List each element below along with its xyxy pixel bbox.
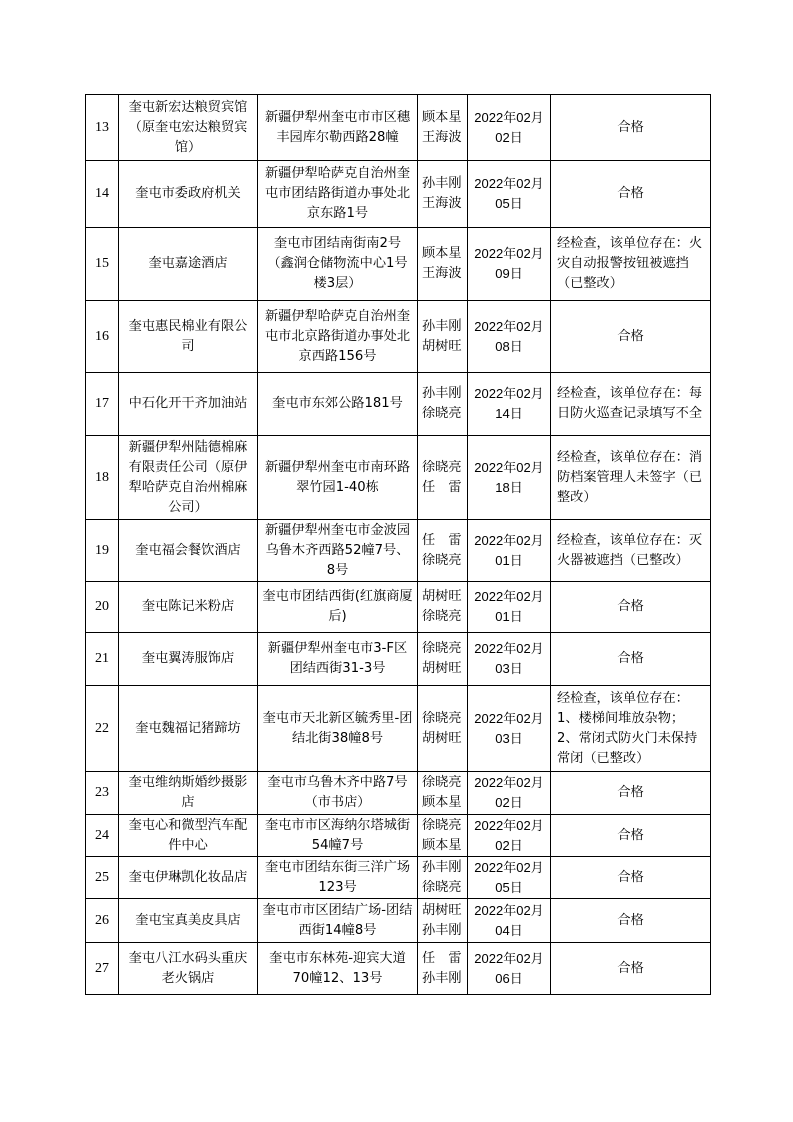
unit-address: 奎屯市东林苑-迎宾大道70幢12、13号 [258, 943, 418, 995]
inspector-name: 徐晓亮 [422, 879, 462, 895]
unit-name: 奎屯伊琳凯化妆品店 [119, 857, 258, 899]
inspector-name: 王海波 [422, 129, 462, 145]
table-row [86, 373, 711, 436]
inspectors [418, 161, 468, 228]
inspector-name: 孙丰刚 [422, 318, 462, 334]
table-row [86, 582, 711, 633]
inspector-name: 孙丰刚 [422, 922, 462, 938]
row-number: 26 [86, 899, 119, 943]
inspection-date: 2022年02月09日 [468, 228, 551, 301]
inspector-name: 徐晓亮 [422, 609, 462, 624]
inspection-result: 合格 [551, 161, 711, 228]
unit-address: 新疆伊犁哈萨克自治州奎屯市北京路街道办事处北京西路156号 [258, 301, 418, 373]
inspectors [418, 520, 468, 582]
inspector-name: 孙丰刚 [422, 176, 462, 191]
inspection-date: 2022年02月02日 [468, 815, 551, 857]
row-number: 14 [86, 161, 119, 228]
inspector-name: 胡树旺 [422, 661, 462, 676]
row-number: 18 [86, 436, 119, 520]
inspection-date: 2022年02月05日 [468, 161, 551, 228]
inspection-date: 2022年02月03日 [468, 686, 551, 772]
inspector-name: 徐晓亮 [422, 459, 462, 475]
inspector-name: 徐晓亮 [422, 641, 462, 656]
inspection-result: 合格 [551, 857, 711, 899]
row-number: 24 [86, 815, 119, 857]
table-row [86, 772, 711, 815]
row-number: 17 [86, 373, 119, 436]
inspectors [418, 772, 468, 815]
unit-name: 奎屯魏福记猪蹄坊 [119, 686, 258, 772]
inspectors [418, 582, 468, 633]
inspector-name: 徐晓亮 [422, 406, 462, 421]
inspection-result: 合格 [551, 633, 711, 686]
inspection-result: 经检查，该单位存在：灭火器被遮挡（已整改） [551, 520, 711, 582]
inspection-result: 合格 [551, 899, 711, 943]
inspectors [418, 943, 468, 995]
inspection-result: 合格 [551, 582, 711, 633]
table-row [86, 436, 711, 520]
inspector-name: 孙丰刚 [422, 386, 462, 401]
inspector-name: 徐晓亮 [422, 775, 462, 790]
unit-name: 奎屯福会餐饮酒店 [119, 520, 258, 582]
inspector-name: 顾本星 [422, 837, 462, 853]
table-row [86, 899, 711, 943]
table-row [86, 301, 711, 373]
inspector-name: 孙丰刚 [422, 970, 462, 986]
inspectors [418, 899, 468, 943]
table-row [86, 228, 711, 301]
unit-address: 新疆伊犁州奎屯市3-F区团结西街31-3号 [258, 633, 418, 686]
unit-name: 奎屯八江水码头重庆老火锅店 [119, 943, 258, 995]
inspectors [418, 301, 468, 373]
table-row [86, 815, 711, 857]
inspector-name: 胡树旺 [422, 338, 462, 354]
inspection-result: 经检查，该单位存在：每日防火巡查记录填写不全 [551, 373, 711, 436]
unit-address: 奎屯市团结南街南2号（鑫润仓储物流中心1号楼3层） [258, 228, 418, 301]
unit-address: 新疆伊犁哈萨克自治州奎屯市团结路街道办事处北京东路1号 [258, 161, 418, 228]
unit-address: 奎屯市东郊公路181号 [258, 373, 418, 436]
unit-name: 奎屯市委政府机关 [119, 161, 258, 228]
inspection-date: 2022年02月02日 [468, 95, 551, 161]
row-number: 20 [86, 582, 119, 633]
inspectors [418, 95, 468, 161]
row-number: 27 [86, 943, 119, 995]
inspectors [418, 373, 468, 436]
inspection-date: 2022年02月08日 [468, 301, 551, 373]
unit-address: 奎屯市市区海纳尔塔城街54幢7号 [258, 815, 418, 857]
row-number: 23 [86, 772, 119, 815]
inspection-date: 2022年02月04日 [468, 899, 551, 943]
unit-name: 中石化开干齐加油站 [119, 373, 258, 436]
inspector-name: 顾本星 [422, 795, 462, 810]
inspection-result: 经检查，该单位存在：消防档案管理人未签字（已整改） [551, 436, 711, 520]
unit-address: 新疆伊犁州奎屯市市区穗丰园库尔勒西路28幢 [258, 95, 418, 161]
table-row [86, 633, 711, 686]
inspectors [418, 228, 468, 301]
unit-name: 新疆伊犁州陆德棉麻有限责任公司（原伊犁哈萨克自治州棉麻公司） [119, 436, 258, 520]
row-number: 22 [86, 686, 119, 772]
inspection-result: 经检查，该单位存在：1、楼梯间堆放杂物；2、常闭式防火门未保持常闭（已整改） [551, 686, 711, 772]
unit-address: 奎屯市市区团结广场-团结西街14幢8号 [258, 899, 418, 943]
unit-name: 奎屯翼涛服饰店 [119, 633, 258, 686]
inspection-date: 2022年02月06日 [468, 943, 551, 995]
inspectors [418, 857, 468, 899]
inspection-date: 2022年02月14日 [468, 373, 551, 436]
row-number: 25 [86, 857, 119, 899]
inspection-result: 合格 [551, 943, 711, 995]
unit-name: 奎屯心和微型汽车配件中心 [119, 815, 258, 857]
unit-address: 奎屯市天北新区毓秀里-团结北街38幢8号 [258, 686, 418, 772]
unit-address: 新疆伊犁州奎屯市金波园乌鲁木齐西路52幢7号、8号 [258, 520, 418, 582]
table-row [86, 161, 711, 228]
table-row [86, 943, 711, 995]
inspection-date: 2022年02月02日 [468, 772, 551, 815]
inspector-name: 王海波 [422, 266, 462, 281]
inspectors [418, 633, 468, 686]
row-number: 15 [86, 228, 119, 301]
inspectors [418, 815, 468, 857]
inspection-table [85, 94, 711, 995]
table-row [86, 857, 711, 899]
inspection-date: 2022年02月03日 [468, 633, 551, 686]
inspector-name: 任 雷 [422, 950, 462, 966]
inspectors [418, 686, 468, 772]
unit-name: 奎屯新宏达粮贸宾馆（原奎屯宏达粮贸宾馆） [119, 95, 258, 161]
inspection-date: 2022年02月01日 [468, 582, 551, 633]
row-number: 13 [86, 95, 119, 161]
inspection-date: 2022年02月05日 [468, 857, 551, 899]
inspector-name: 孙丰刚 [422, 859, 462, 875]
inspector-name: 任 雷 [422, 532, 462, 548]
inspection-result: 合格 [551, 95, 711, 161]
inspection-result: 合格 [551, 301, 711, 373]
table-row [86, 520, 711, 582]
inspection-date: 2022年02月18日 [468, 436, 551, 520]
unit-name: 奎屯陈记米粉店 [119, 582, 258, 633]
inspection-date: 2022年02月01日 [468, 520, 551, 582]
inspector-name: 胡树旺 [422, 730, 462, 746]
inspector-name: 顾本星 [422, 246, 462, 261]
unit-address: 奎屯市乌鲁木齐中路7号（市书店） [258, 772, 418, 815]
inspector-name: 王海波 [422, 196, 462, 211]
inspection-result: 合格 [551, 815, 711, 857]
unit-name: 奎屯宝真美皮具店 [119, 899, 258, 943]
inspection-result: 合格 [551, 772, 711, 815]
inspector-name: 徐晓亮 [422, 817, 462, 833]
inspection-result: 经检查，该单位存在：火灾自动报警按钮被遮挡（已整改） [551, 228, 711, 301]
unit-address: 奎屯市团结西街(红旗商厦后) [258, 582, 418, 633]
row-number: 16 [86, 301, 119, 373]
inspector-name: 任 雷 [422, 479, 462, 495]
row-number: 19 [86, 520, 119, 582]
row-number: 21 [86, 633, 119, 686]
inspector-name: 胡树旺 [422, 589, 462, 604]
inspector-name: 徐晓亮 [422, 710, 462, 726]
inspectors [418, 436, 468, 520]
unit-name: 奎屯惠民棉业有限公司 [119, 301, 258, 373]
unit-address: 新疆伊犁州奎屯市南环路翠竹园1-40栋 [258, 436, 418, 520]
table-body [86, 95, 711, 995]
unit-name: 奎屯维纳斯婚纱摄影店 [119, 772, 258, 815]
table-row [86, 95, 711, 161]
inspector-name: 顾本星 [422, 109, 462, 125]
table-row [86, 686, 711, 772]
inspector-name: 胡树旺 [422, 902, 462, 918]
unit-name: 奎屯嘉途酒店 [119, 228, 258, 301]
inspector-name: 徐晓亮 [422, 552, 462, 568]
unit-address: 奎屯市团结东街三洋广场123号 [258, 857, 418, 899]
